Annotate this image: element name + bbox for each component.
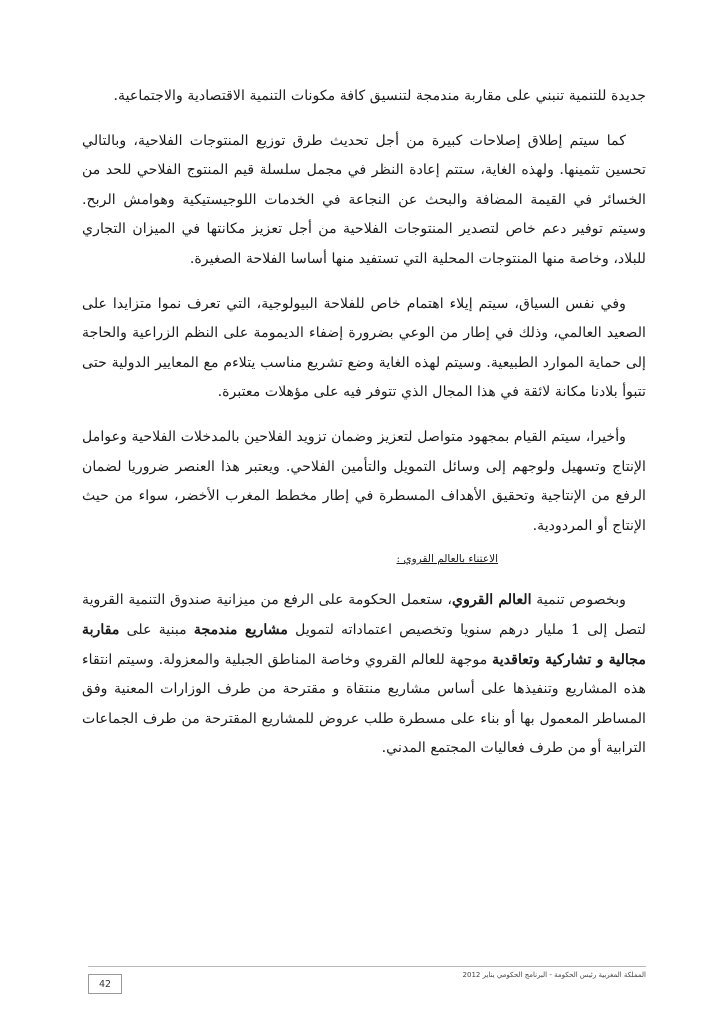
page-number: 42	[98, 978, 112, 990]
p5-bold-integrated-projects: مشاريع مندمجة	[193, 621, 288, 638]
footer-divider	[88, 966, 646, 967]
paragraph-5	[82, 586, 646, 764]
paragraph-3: وفي نفس السياق، سيتم إيلاء اهتمام خاص للفلاحة البيولوجية، التي تعرف نموا متزايدا على الصعيد العالمي، وذلك في إطار من الوعي بضرورة إضفاء الديمومة على النظم الزراعية والحاجة إلى حماية الموارد الطبيعية. وسيتم لهذه الغاية وضع تشريع مناسب يتلاءم مع المعايير الدولية حتى تتبوأ بلادنا مكانة لائقة في هذا المجال الذي تتوفر فيه على مؤهلات معتبرة.	[82, 295, 646, 401]
page-footer	[88, 966, 646, 992]
paragraph-2: كما سيتم إطلاق إصلاحات كبيرة من أجل تحديث طرق توزيع المنتوجات الفلاحية، وبالتالي تحسين تثمينها. ولهذه الغاية، ستتم إعادة النظر في مجمل سلسلة قيم المنتوج الفلاحي للحد من الخسائر في القيمة المضافة والبحث عن النجاعة في الخدمات اللوجيستيكية وهوامش الربح. وسيتم توفير دعم خاص لتصدير المنتوجات الفلاحية من أجل تعزيز مكانتها في الميزان التجاري للبلاد، وخاصة منها المنتوجات المحلية التي تستفيد منها أساسا الفلاحة الصغيرة.	[82, 132, 646, 267]
p5-bold-rural-world: العالم القروي	[452, 592, 532, 609]
p5-bold-approach: مقاربة مجالية و تشاركية وتعاقدية	[82, 621, 646, 668]
footer-caption: المملكة المغربية رئيس الحكومة - البرنامج الحكومي يناير 2012	[462, 971, 646, 979]
section-subheading: الاعتناء بالعالم القروي :	[396, 553, 498, 566]
p5-text-3: مبنية على	[119, 621, 194, 638]
paragraph-1: جديدة للتنمية تنبني على مقاربة مندمجة لتنسيق كافة مكونات التنمية الاقتصادية والاجتماعية.	[113, 88, 646, 104]
p5-text-1: وبخصوص تنمية	[531, 592, 626, 609]
document-body	[82, 82, 646, 779]
p5-text-2: ، ستعمل الحكومة على الرفع من ميزانية صندوق التنمية القروية لتصل إلى 1 مليار درهم سنويا وتخصيص اعتماداته لتمويل	[82, 592, 647, 638]
p5-text-4: موجهة للعالم القروي وخاصة المناطق الجبلية والمعزولة. وسيتم انتقاء هذه المشاريع وتنفيذها على أساس مشاريع منتقاة و مقترحة من طرف الوزارات المعنية وفق المساطر المعمول بها أو بناء على مسطرة طلب عروض للمشاريع المقترحة من طرف الجماعات الترابية أو من طرف فعاليات المجتمع المدني.	[82, 651, 646, 757]
paragraph-4: وأخيرا، سيتم القيام بمجهود متواصل لتعزيز وضمان تزويد الفلاحين بالمدخلات الفلاحية وعوامل الإنتاج وتسهيل ولوجهم إلى وسائل التمويل والتأمين الفلاحي. ويعتبر هذا العنصر ضروريا لضمان الرفع من الإنتاجية وتحقيق الأهداف المسطرة في إطار مخطط المغرب الأخضر، سواء من حيث الإنتاج أو المردودية.	[82, 428, 646, 534]
page-number-box	[88, 974, 122, 994]
